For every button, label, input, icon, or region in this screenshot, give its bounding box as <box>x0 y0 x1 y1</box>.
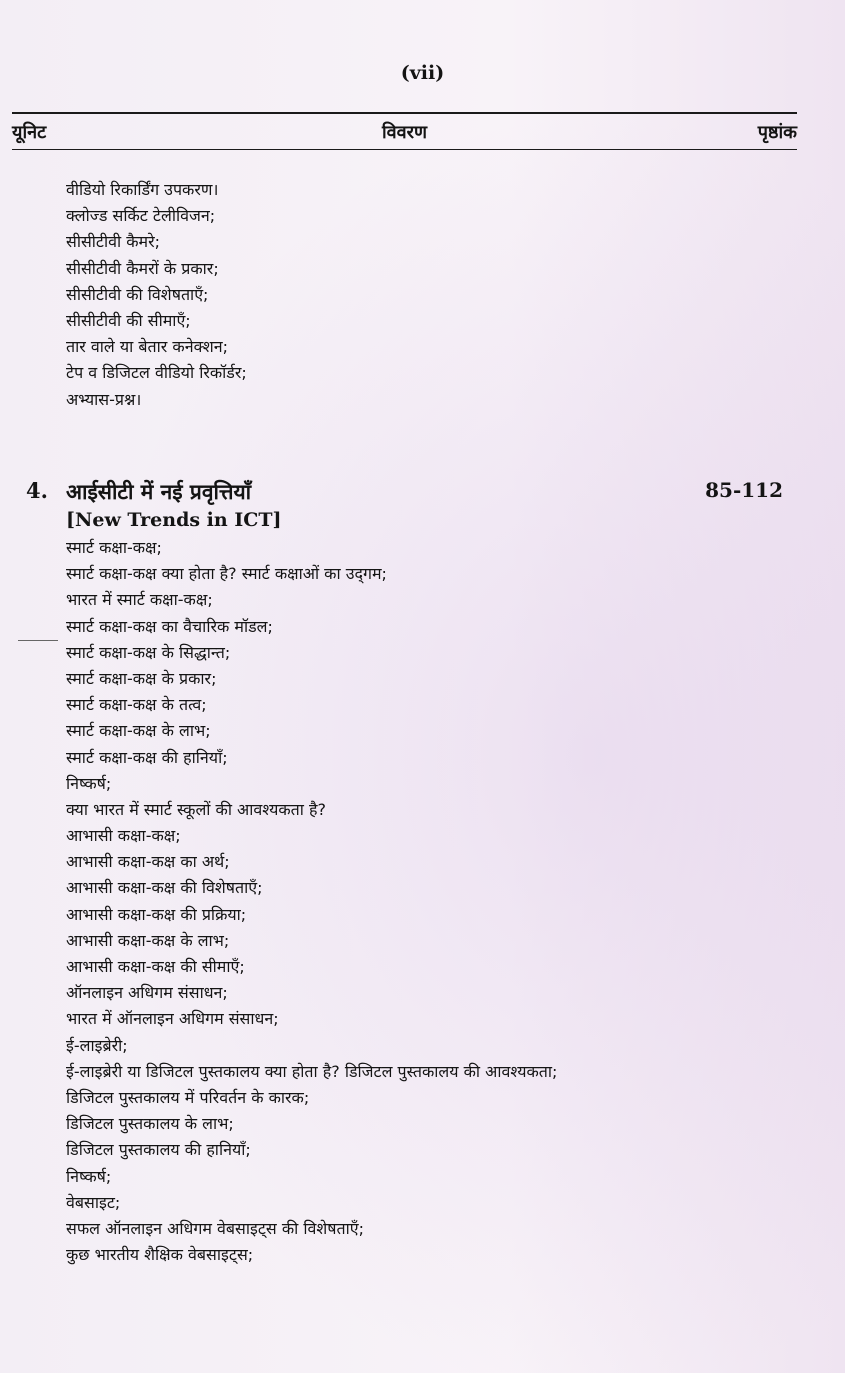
list-item: निष्कर्ष; <box>66 1166 112 1186</box>
page-number: (vii) <box>400 62 445 84</box>
unit-topic-list <box>66 535 557 1268</box>
list-item: आभासी कक्षा-कक्ष की विशेषताएँ; <box>66 878 263 898</box>
list-item: आभासी कक्षा-कक्ष की सीमाएँ; <box>66 957 245 976</box>
list-item: वेबसाइट; <box>66 1192 121 1212</box>
list-item: ई-लाइब्रेरी या डिजिटल पुस्तकालय क्या होता है? डिजिटल पुस्तकालय की आवश्यकता; <box>66 1061 558 1081</box>
list-item: अभ्यास-प्रश्न। <box>66 389 142 409</box>
list-item: सफल ऑनलाइन अधिगम वेबसाइट्स की विशेषताएँ; <box>66 1218 365 1238</box>
list-item: आभासी कक्षा-कक्ष की प्रक्रिया; <box>66 904 247 924</box>
unit-title-english: [New Trends in ICT] <box>66 509 282 531</box>
list-item: कुछ भारतीय शैक्षिक वेबसाइट्स; <box>66 1245 254 1265</box>
list-item: तार वाले या बेतार कनेक्शन; <box>66 337 229 357</box>
list-item: ई-लाइब्रेरी; <box>66 1035 128 1055</box>
unit-number: 4. <box>26 478 48 503</box>
list-item: स्मार्ट कक्षा-कक्ष के प्रकार; <box>66 668 217 688</box>
list-item: भारत में स्मार्ट कक्षा-कक्ष; <box>66 590 213 610</box>
list-item: स्मार्ट कक्षा-कक्ष का वैचारिक मॉडल; <box>66 616 273 636</box>
list-item: स्मार्ट कक्षा-कक्ष; <box>66 538 162 557</box>
list-item: सीसीटीवी की विशेषताएँ; <box>66 284 209 304</box>
list-item: स्मार्ट कक्षा-कक्ष की हानियाँ; <box>66 747 228 767</box>
header-unit: यूनिट <box>12 122 47 143</box>
list-item: ऑनलाइन अधिगम संसाधन; <box>66 983 228 1003</box>
unit-heading <box>26 478 783 508</box>
list-item: वीडियो रिकार्डिंग उपकरण। <box>66 180 219 199</box>
margin-mark <box>18 640 58 641</box>
list-item: क्लोज्ड सर्किट टेलीविजन; <box>66 206 216 226</box>
list-item: सीसीटीवी कैमरों के प्रकार; <box>66 258 219 278</box>
list-item: स्मार्ट कक्षा-कक्ष के सिद्धान्त; <box>66 642 231 662</box>
unit-page-range: 85-112 <box>705 478 783 502</box>
list-item: स्मार्ट कक्षा-कक्ष के तत्व; <box>66 695 207 715</box>
list-item: सीसीटीवी की सीमाएँ; <box>66 310 191 330</box>
list-item: स्मार्ट कक्षा-कक्ष के लाभ; <box>66 721 211 741</box>
table-header <box>12 120 797 148</box>
header-bottom-rule <box>12 149 797 150</box>
list-item: क्या भारत में स्मार्ट स्कूलों की आवश्यकता है? <box>66 799 327 819</box>
header-top-rule <box>12 112 797 114</box>
list-item: आभासी कक्षा-कक्ष; <box>66 826 181 846</box>
list-item: सीसीटीवी कैमरे; <box>66 232 161 252</box>
list-item: निष्कर्ष; <box>66 773 112 793</box>
list-item: डिजिटल पुस्तकालय की हानियाँ; <box>66 1140 251 1160</box>
list-item: भारत में ऑनलाइन अधिगम संसाधन; <box>66 1009 279 1029</box>
list-item: डिजिटल पुस्तकालय के लाभ; <box>66 1114 234 1134</box>
list-item: स्मार्ट कक्षा-कक्ष क्या होता है? स्मार्ट कक्षाओं का उद्‌गम; <box>66 564 387 584</box>
list-item: टेप व डिजिटल वीडियो रिकॉर्डर; <box>66 363 247 383</box>
continued-topic-list <box>66 177 247 413</box>
list-item: आभासी कक्षा-कक्ष के लाभ; <box>66 930 230 950</box>
list-item: आभासी कक्षा-कक्ष का अर्थ; <box>66 852 230 872</box>
list-item: डिजिटल पुस्तकालय में परिवर्तन के कारक; <box>66 1087 310 1107</box>
header-description: विवरण <box>381 122 428 143</box>
unit-title: आईसीटी में नई प्रवृत्तियाँ <box>66 480 252 504</box>
header-page: पृष्ठांक <box>757 122 797 143</box>
